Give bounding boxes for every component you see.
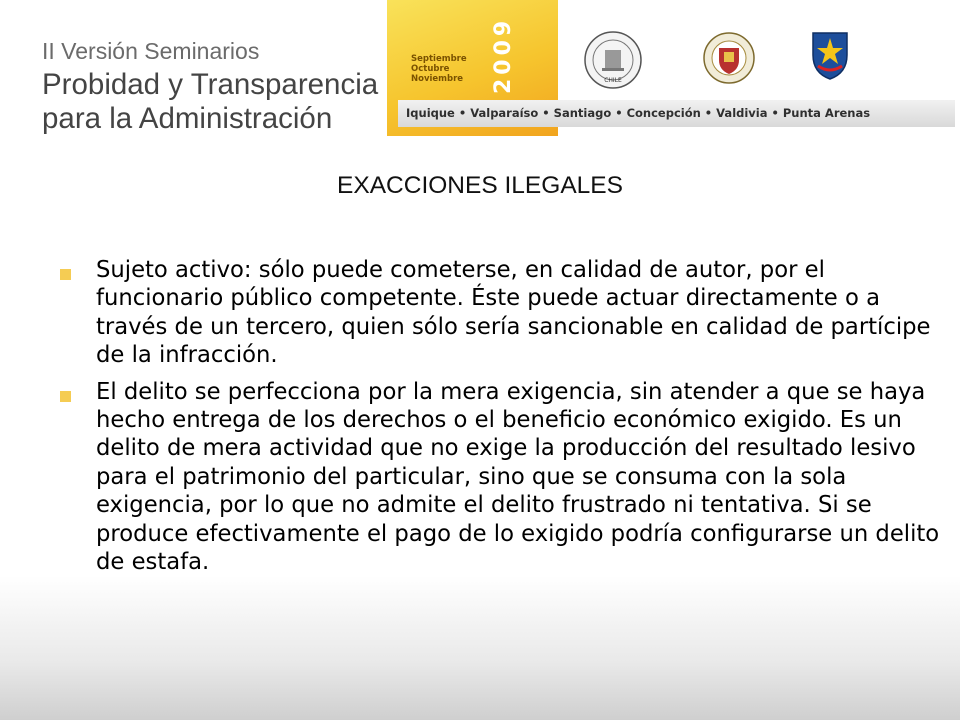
contraloria-seal-icon — [583, 30, 643, 94]
seminar-label: II Versión Seminarios — [42, 38, 260, 64]
bullet-list — [60, 256, 940, 584]
cities-list: Iquique • Valparaíso • Santiago • Concepción • Valdivia • Punta Arenas — [406, 106, 871, 120]
bullet-item — [60, 256, 940, 370]
bullet-text: Sujeto activo: sólo puede cometerse, en calidad de autor, por el funcionario público competente. Éste puede actuar directamente o a través de un tercero, quien sólo sería sancionable en calidad de partícipe de la infracción. — [96, 257, 931, 369]
month-item: Octubre — [411, 64, 450, 74]
month-item: Noviembre — [411, 74, 464, 84]
header-title: Probidad y Transparencia para la Administración — [42, 68, 379, 135]
bullet-item — [60, 378, 940, 577]
cities-strip — [398, 100, 955, 127]
slide-title: EXACCIONES ILEGALES — [337, 172, 623, 199]
month-item: Septiembre — [411, 54, 467, 64]
university-crest-icon — [703, 30, 755, 90]
shield-crest-icon — [810, 30, 850, 86]
seal-text: CHILE — [604, 77, 622, 84]
bullet-text: El delito se perfecciona por la mera exigencia, sin atender a que se haya hecho entrega de los derechos o el beneficio económico exigido. Es un delito de mera actividad que no exige la producción del resultado lesivo para el patrimonio del particular, sino que se consuma con la sola exigencia, por lo que no admite el delito frustrado ni tentativa. Si se produce efectivamente el pago de lo exigido podría configurarse un delito de estafa. — [96, 378, 940, 576]
months-list — [411, 54, 467, 84]
bullet-square-icon — [60, 391, 71, 402]
bullet-square-icon — [60, 269, 71, 280]
year-label: 2009 — [491, 16, 516, 94]
